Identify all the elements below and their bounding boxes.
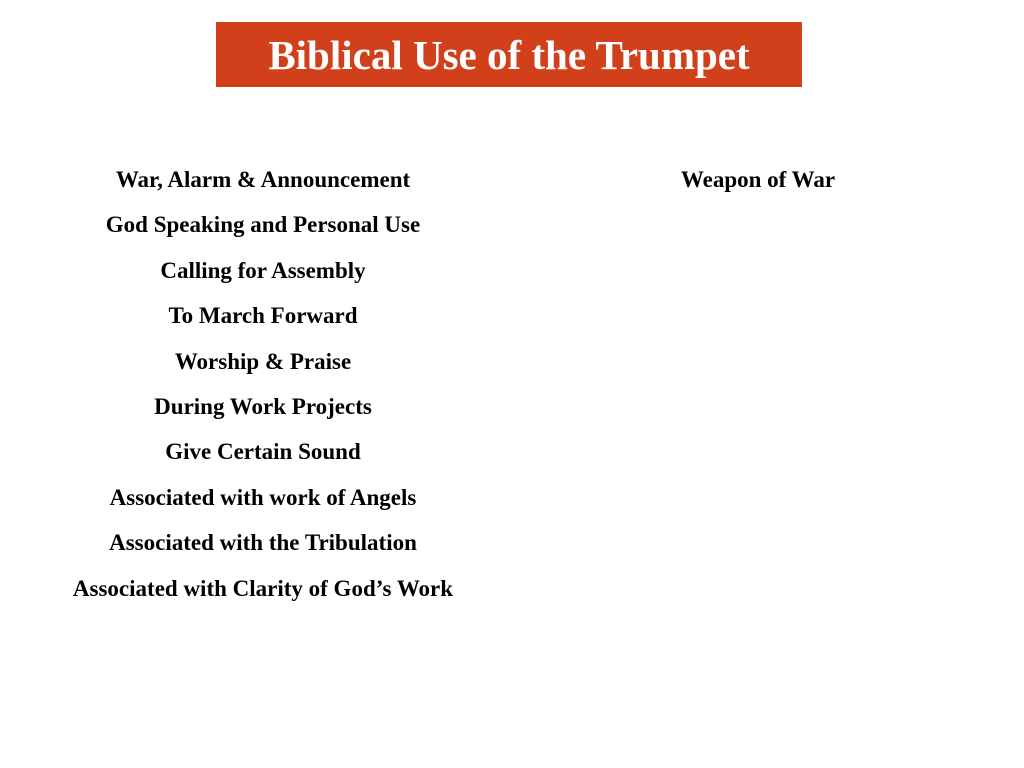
list-item: God Speaking and Personal Use: [105, 212, 421, 238]
list-item: Give Certain Sound: [165, 439, 361, 465]
list-item: To March Forward: [168, 303, 358, 329]
list-item: During Work Projects: [154, 393, 372, 419]
list-item: War, Alarm & Announcement: [115, 167, 411, 192]
slide-title-banner: [216, 22, 802, 87]
list-item: Weapon of War: [680, 167, 836, 192]
list-item: Associated with work of Angels: [109, 484, 417, 510]
list-item: Calling for Assembly: [160, 257, 366, 283]
list-item: Worship & Praise: [174, 348, 352, 374]
list-item: Associated with the Tribulation: [109, 530, 417, 556]
list-item: Associated with Clarity of God’s Work: [72, 575, 454, 601]
right-column-list: [560, 157, 956, 202]
uses-list: [18, 157, 508, 611]
slide-title: Biblical Use of the Trumpet: [268, 31, 750, 78]
